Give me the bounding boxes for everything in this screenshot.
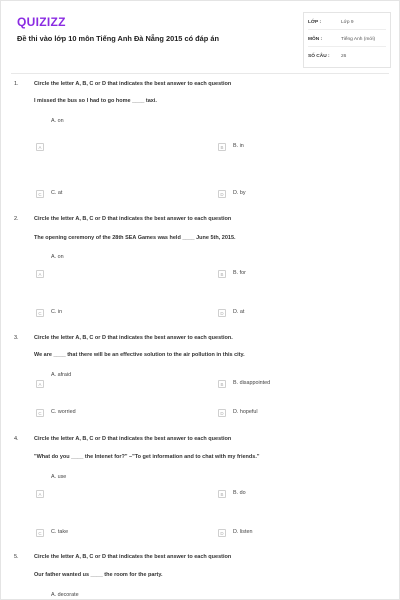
meta-value: Tiếng Anh (mới): [341, 36, 376, 42]
question-stem: "What do you ____ the Intenet for?" –"To get information and to chat with my friends.": [34, 454, 260, 460]
option-a-text: A. on: [51, 254, 64, 260]
meta-key: LỚP :: [308, 19, 322, 25]
question-instruction: Circle the letter A, B, C or D that indicates the best answer to each question: [34, 216, 232, 222]
question-instruction: Circle the letter A, B, C or D that indicates the best answer to each question: [34, 554, 232, 560]
question-stem: I missed the bus so I had to go home ____ taxi.: [34, 98, 157, 104]
page-title: Đề thi vào lớp 10 môn Tiếng Anh Đà Nẵng 2015 có đáp án: [17, 34, 219, 43]
option-a-checkbox[interactable]: A: [36, 143, 44, 151]
question-instruction: Circle the letter A, B, C or D that indicates the best answer to each question.: [34, 335, 233, 341]
question-stem: The opening ceremony of the 28th SEA Games was held ____ June 5th, 2015.: [34, 235, 236, 241]
option-d-checkbox[interactable]: D: [218, 529, 226, 537]
meta-row-grade: [308, 15, 386, 30]
option-b-checkbox[interactable]: B: [218, 490, 226, 498]
question-instruction: Circle the letter A, B, C or D that indicates the best answer to each question: [34, 436, 232, 442]
header-divider: [11, 73, 389, 74]
option-b-text: B. for: [233, 270, 246, 276]
question-number: 3.: [14, 335, 19, 341]
meta-row-count: [308, 49, 386, 63]
quizizz-logo: QUIZIZZ: [17, 15, 66, 29]
worksheet-header: [1, 1, 400, 71]
option-c-checkbox[interactable]: C: [36, 409, 44, 417]
meta-key: SỐ CÂU :: [308, 53, 330, 59]
option-d-checkbox[interactable]: D: [218, 309, 226, 317]
question-number: 4.: [14, 436, 19, 442]
question-number: 5.: [14, 554, 19, 560]
option-c-text: C. at: [51, 190, 63, 196]
option-b-checkbox[interactable]: B: [218, 380, 226, 388]
meta-value: 26: [341, 53, 347, 59]
option-d-text: D. listen: [233, 529, 253, 535]
question-stem: Our father wanted us ____ the room for the party.: [34, 572, 163, 578]
option-b-text: B. disappointed: [233, 380, 271, 386]
option-b-checkbox[interactable]: B: [218, 270, 226, 278]
option-c-checkbox[interactable]: C: [36, 190, 44, 198]
option-a-checkbox[interactable]: A: [36, 490, 44, 498]
option-a-checkbox[interactable]: A: [36, 270, 44, 278]
option-a-text: A. use: [51, 474, 67, 480]
option-c-text: C. worried: [51, 409, 76, 415]
option-d-checkbox[interactable]: D: [218, 409, 226, 417]
meta-value: Lớp 9: [341, 19, 354, 25]
option-a-text: A. on: [51, 118, 64, 124]
option-c-text: C. take: [51, 529, 69, 535]
option-a-text: A. afraid: [51, 372, 72, 378]
option-b-text: B. do: [233, 490, 246, 496]
meta-key: MÔN :: [308, 36, 323, 42]
meta-row-subject: [308, 32, 386, 47]
option-c-text: C. in: [51, 309, 63, 315]
option-b-text: B. in: [233, 143, 244, 149]
question-number: 1.: [14, 81, 19, 87]
meta-info-box: [303, 12, 391, 68]
option-a-checkbox[interactable]: A: [36, 380, 44, 388]
option-b-checkbox[interactable]: B: [218, 143, 226, 151]
option-c-checkbox[interactable]: C: [36, 309, 44, 317]
option-d-checkbox[interactable]: D: [218, 190, 226, 198]
option-a-text: A. decorate: [51, 592, 79, 598]
option-d-text: D. hopeful: [233, 409, 258, 415]
question-number: 2.: [14, 216, 19, 222]
option-c-checkbox[interactable]: C: [36, 529, 44, 537]
question-stem: We are ____ that there will be an effective solution to the air pollution in this city.: [34, 352, 245, 358]
option-d-text: D. by: [233, 190, 246, 196]
question-instruction: Circle the letter A, B, C or D that indicates the best answer to each question: [34, 81, 232, 87]
option-d-text: D. at: [233, 309, 245, 315]
